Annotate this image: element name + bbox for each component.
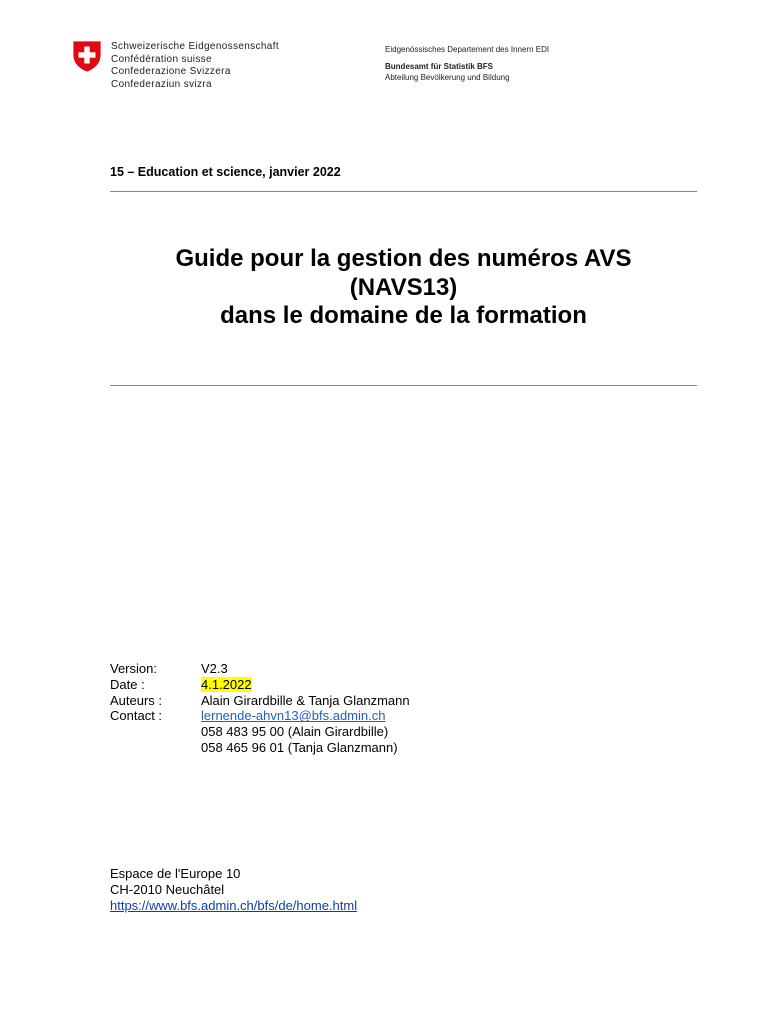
phone-1: 058 483 95 00 (Alain Girardbille) [201, 724, 389, 740]
address-block [110, 866, 357, 913]
title-line-2: (NAVS13) [349, 273, 458, 301]
department-block [385, 44, 549, 83]
meta-row-phone-2 [110, 740, 410, 756]
date-value: 4.1.2022 [201, 676, 252, 692]
title-line-3: dans le domaine de la formation [220, 302, 587, 329]
meta-row-contact [110, 708, 410, 724]
version-value: V2.3 [201, 661, 228, 676]
document-meta [110, 661, 410, 756]
date-label: Date : [110, 676, 145, 692]
confederation-name-fr: Confédération suisse [111, 53, 212, 65]
authors-label: Auteurs : [110, 692, 163, 708]
meta-row-date [110, 677, 410, 693]
department-name: Eidgenössisches Departement des Innern EDI [385, 45, 550, 54]
confederation-name-rm: Confederaziun svizra [111, 79, 212, 91]
title-line-1: Guide pour la gestion des numéros AVS [175, 245, 632, 272]
contact-email-link[interactable]: lernende-ahvn13@bfs.admin.ch [201, 708, 386, 724]
contact-label: Contact : [110, 708, 163, 724]
website-link[interactable]: https://www.bfs.admin.ch/bfs/de/home.html [110, 897, 358, 913]
address-street: Espace de l'Europe 10 [110, 866, 241, 881]
series-line: 15 – Education et science, janvier 2022 [110, 165, 341, 179]
phone-2: 058 465 96 01 (Tanja Glanzmann) [201, 739, 398, 755]
office-name: Bundesamt für Statistik BFS [385, 62, 494, 71]
version-label: Version: [110, 661, 157, 676]
bottom-divider [110, 385, 697, 386]
meta-row-phone-1 [110, 724, 410, 740]
confederation-name-it: Confederazione Svizzera [111, 66, 231, 78]
confederation-name-de: Schweizerische Eidgenossenschaft [111, 41, 279, 52]
document-title [110, 245, 697, 331]
swiss-coat-of-arms-logo [72, 40, 102, 73]
meta-row-version [110, 661, 410, 677]
confederation-names [111, 41, 279, 92]
authors-value: Alain Girardbille & Tanja Glanzmann [201, 692, 410, 708]
division-name: Abteilung Bevölkerung und Bildung [385, 73, 510, 82]
top-divider [110, 191, 697, 192]
meta-row-authors [110, 693, 410, 709]
address-city: CH-2010 Neuchâtel [110, 881, 225, 897]
